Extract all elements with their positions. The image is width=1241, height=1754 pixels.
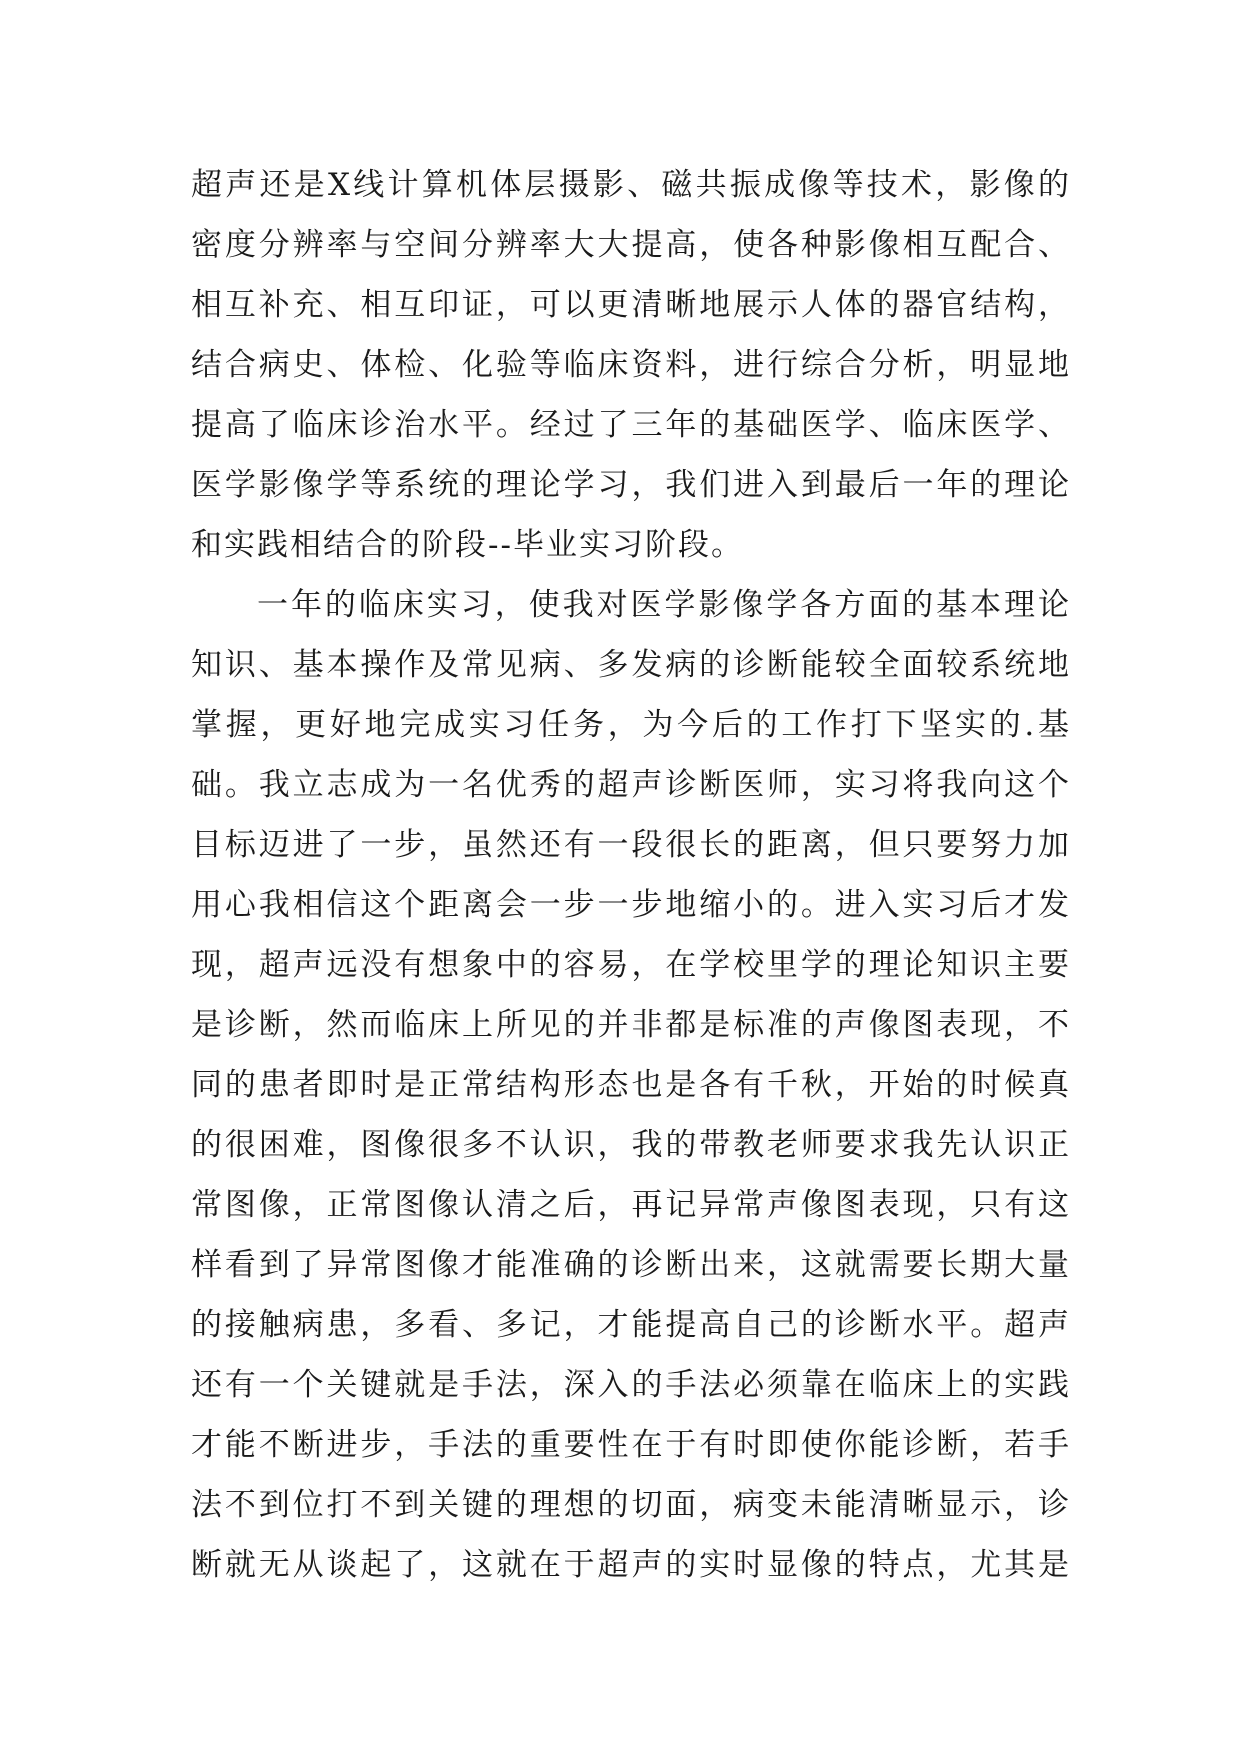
text-line: 断就无从谈起了，这就在于超声的实时显像的特点，尤其是 [191, 1547, 1071, 1583]
text-line: 法不到位打不到关键的理想的切面，病变未能清晰显示，诊 [191, 1487, 1071, 1523]
text-line: 知识、基本操作及常见病、多发病的诊断能较全面较系统地 [191, 647, 1071, 683]
text-line: 目标迈进了一步，虽然还有一段很长的距离，但只要努力加 [191, 827, 1071, 863]
text-line: 用心我相信这个距离会一步一步地缩小的。进入实习后才发 [191, 887, 1071, 923]
text-line: 医学影像学等系统的理论学习，我们进入到最后一年的理论 [191, 467, 1071, 503]
text-line: 结合病史、体检、化验等临床资料，进行综合分析，明显地 [191, 347, 1071, 383]
text-line: 密度分辨率与空间分辨率大大提高，使各种影像相互配合、 [191, 227, 1071, 263]
text-line: 提高了临床诊治水平。经过了三年的基础医学、临床医学、 [191, 407, 1071, 443]
text-line: 超声还是X线计算机体层摄影、磁共振成像等技术，影像的 [191, 167, 1071, 203]
paragraph-first-line: 一年的临床实习，使我对医学影像学各方面的基本理论 [257, 587, 1071, 623]
text-line: 样看到了异常图像才能准确的诊断出来，这就需要长期大量 [191, 1247, 1071, 1283]
text-line: 础。我立志成为一名优秀的超声诊断医师，实习将我向这个 [191, 767, 1071, 803]
text-line: 掌握，更好地完成实习任务，为今后的工作打下坚实的.基 [191, 707, 1071, 743]
text-line: 相互补充、相互印证，可以更清晰地展示人体的器官结构， [191, 287, 1071, 323]
text-line: 的接触病患，多看、多记，才能提高自己的诊断水平。超声 [191, 1307, 1071, 1343]
text-line: 同的患者即时是正常结构形态也是各有千秋，开始的时候真 [191, 1067, 1071, 1103]
text-line: 的很困难，图像很多不认识，我的带教老师要求我先认识正 [191, 1127, 1071, 1163]
text-line: 才能不断进步，手法的重要性在于有时即使你能诊断，若手 [191, 1427, 1071, 1463]
text-line: 常图像，正常图像认清之后，再记异常声像图表现，只有这 [191, 1187, 1071, 1223]
text-line: 还有一个关键就是手法，深入的手法必须靠在临床上的实践 [191, 1367, 1071, 1403]
body-text [191, 155, 1071, 1595]
text-line: 现，超声远没有想象中的容易，在学校里学的理论知识主要 [191, 947, 1071, 983]
text-line: 是诊断，然而临床上所见的并非都是标准的声像图表现，不 [191, 1007, 1071, 1043]
text-line: 和实践相结合的阶段--毕业实习阶段。 [191, 527, 744, 563]
